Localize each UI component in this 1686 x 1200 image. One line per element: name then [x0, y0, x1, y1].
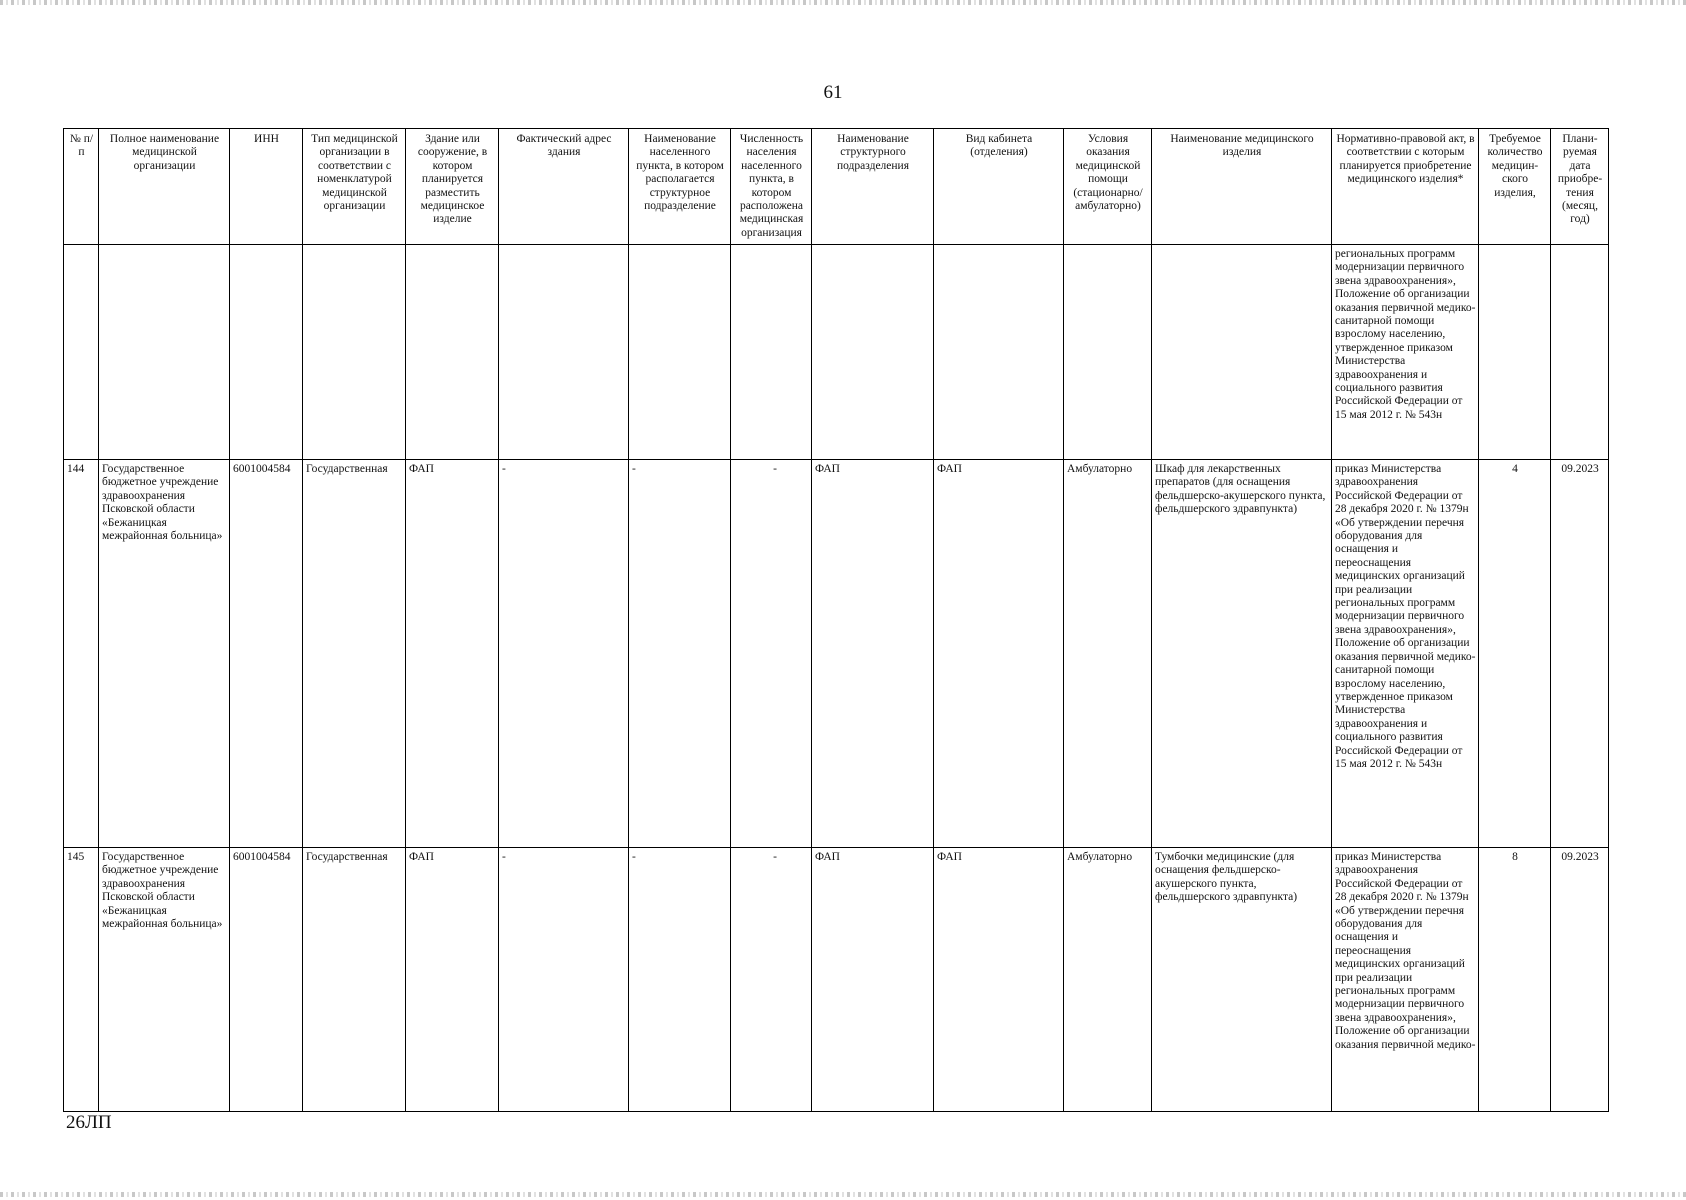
cell-building: ФАП: [406, 460, 499, 848]
header-row: [64, 129, 1609, 245]
scan-edge-top: [0, 0, 1686, 5]
header-population: Численность населения населенного пункта, в котором расположена медицинская организация: [731, 129, 812, 245]
equipment-table: [63, 128, 1609, 1112]
cell-empty: [406, 245, 499, 460]
cell-room: ФАП: [934, 460, 1064, 848]
header-act: Нормативно-правовой акт, в соответствии с которым планируется приобретение медицинского изделия*: [1332, 129, 1479, 245]
header-address: Фактический адрес здания: [499, 129, 629, 245]
cell-org: Государственное бюджетное учреждение здравоохранения Псковской области «Бежаницкая межрайонная больница»: [99, 460, 230, 848]
cell-device: Шкаф для лекарственных препаратов (для оснащения фельдшерско-акушерского пункта, фельдшерского здравпункта): [1152, 460, 1332, 848]
cell-date: 09.2023: [1551, 460, 1609, 848]
cell-empty: [629, 245, 731, 460]
cell-conditions: Амбулаторно: [1064, 848, 1152, 1112]
cell-room: ФАП: [934, 848, 1064, 1112]
cell-empty: [99, 245, 230, 460]
header-device: Наименование медицинского изделия: [1152, 129, 1332, 245]
cell-population: -: [731, 460, 812, 848]
header-num: № п/п: [64, 129, 99, 245]
cell-empty: [230, 245, 303, 460]
cell-date: 09.2023: [1551, 848, 1609, 1112]
cell-empty: [1551, 245, 1609, 460]
header-type: Тип медицинской организации в соответствии с номенклатурой медицинской организации: [303, 129, 406, 245]
cell-unit: ФАП: [812, 460, 934, 848]
cell-empty: [1479, 245, 1551, 460]
cell-quantity: 8: [1479, 848, 1551, 1112]
header-date: Плани-руемая дата приобре-тения (месяц, год): [1551, 129, 1609, 245]
cell-address: -: [499, 848, 629, 1112]
header-locality: Наименование населенного пункта, в котором располагается структурное подразделение: [629, 129, 731, 245]
cell-empty: [303, 245, 406, 460]
cell-locality: -: [629, 848, 731, 1112]
cell-conditions: Амбулаторно: [1064, 460, 1152, 848]
cell-empty: [1152, 245, 1332, 460]
cell-population: -: [731, 848, 812, 1112]
cell-empty: [812, 245, 934, 460]
page-number: 61: [823, 82, 843, 103]
table-row: [64, 848, 1609, 1112]
cell-num: 144: [64, 460, 99, 848]
scan-edge-bottom: [0, 1192, 1686, 1197]
cell-building: ФАП: [406, 848, 499, 1112]
cell-empty: [1064, 245, 1152, 460]
cell-act: приказ Министерства здравоохранения Российской Федерации от 28 декабря 2020 г. № 1379н «Об утверждении перечня оборудования для оснащения и переоснащения медицинских организаций при реализации региональных программ модернизации первичного звена здравоохранения», Положение об организации оказания первичной медико-: [1332, 848, 1479, 1112]
table-row: [64, 460, 1609, 848]
footer-code: 26ЛП: [66, 1112, 112, 1133]
cell-type: Государственная: [303, 460, 406, 848]
cell-empty: [64, 245, 99, 460]
cell-empty: [731, 245, 812, 460]
cell-empty: [499, 245, 629, 460]
cell-act: приказ Министерства здравоохранения Российской Федерации от 28 декабря 2020 г. № 1379н «Об утверждении перечня оборудования для оснащения и переоснащения медицинских организаций при реализации региональных программ модернизации первичного звена здравоохранения», Положение об организации оказания первичной медико-санитарной помощи взрослому населению, утвержденное приказом Министерства здравоохранения и социального развития Российской Федерации от 15 мая 2012 г. № 543н: [1332, 460, 1479, 848]
cell-unit: ФАП: [812, 848, 934, 1112]
cell-device: Тумбочки медицинские (для оснащения фельдшерско-акушерского пункта, фельдшерского здравпункта): [1152, 848, 1332, 1112]
cell-quantity: 4: [1479, 460, 1551, 848]
header-quantity: Требуемое количество медицин-ского изделия,: [1479, 129, 1551, 245]
cell-org: Государственное бюджетное учреждение здравоохранения Псковской области «Бежаницкая межрайонная больница»: [99, 848, 230, 1112]
cell-act-continuation: региональных программ модернизации первичного звена здравоохранения», Положение об организации оказания первичной медико-санитарной помощи взрослому населению, утвержденное приказом Министерства здравоохранения и социального развития Российской Федерации от 15 мая 2012 г. № 543н: [1332, 245, 1479, 460]
cell-locality: -: [629, 460, 731, 848]
cell-num: 145: [64, 848, 99, 1112]
cell-address: -: [499, 460, 629, 848]
cell-inn: 6001004584: [230, 848, 303, 1112]
header-conditions: Условия оказания медицинской помощи (стационарно/ амбулаторно): [1064, 129, 1152, 245]
header-org: Полное наименование медицинской организации: [99, 129, 230, 245]
table-row-continuation: [64, 245, 1609, 460]
header-room: Вид кабинета (отделения): [934, 129, 1064, 245]
header-building: Здание или сооружение, в котором планируется разместить медицинское изделие: [406, 129, 499, 245]
header-inn: ИНН: [230, 129, 303, 245]
cell-inn: 6001004584: [230, 460, 303, 848]
header-unit: Наименование структурного подразделения: [812, 129, 934, 245]
cell-empty: [934, 245, 1064, 460]
cell-type: Государственная: [303, 848, 406, 1112]
